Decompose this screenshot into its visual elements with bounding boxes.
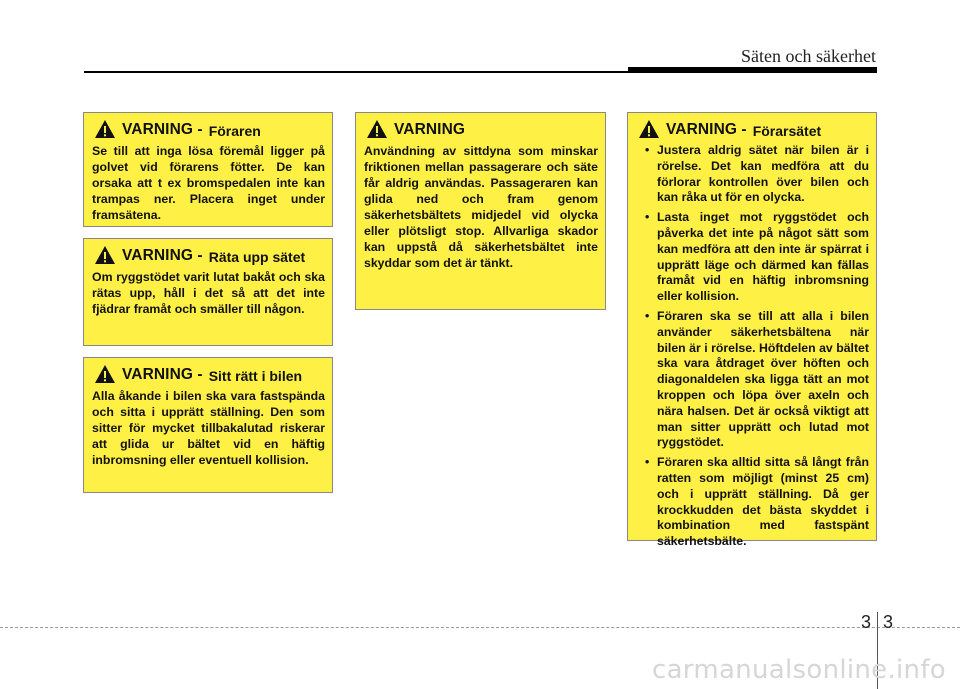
list-item: • Föraren ska alltid sitta så långt från ratten som möjligt (minst 25 cm) och i upprätt ställning. Då ger krockkudden det bästa skyddet i kombination med fastspänt säkerhetsbälte.	[636, 455, 869, 550]
warning-box-sit-right	[83, 357, 333, 493]
warning-text: Se till att inga lösa föremål ligger på golvet vid förarens fötter. De kan orsaka att t ex bromspedalen inte kan trampas ner. Placera inget under framsätena.	[92, 144, 325, 222]
warning-triangle-icon	[366, 119, 388, 139]
warning-heading	[92, 364, 325, 384]
warning-triangle-icon	[94, 364, 116, 384]
warning-title: VARNING -	[666, 121, 747, 138]
section-title: Säten och säkerhet	[741, 46, 876, 66]
warning-heading	[364, 119, 598, 139]
warning-heading	[92, 119, 325, 139]
footer-rule	[0, 627, 960, 628]
warning-list	[636, 143, 869, 550]
list-item: • Lasta inget mot ryggstödet och påverka det inte på något sätt som kan medföra att den inte är spärrat i upprätt läge och därmed kan fällas framåt vid en häftig inbromsning eller kollision.	[636, 210, 869, 305]
header-rule-accent	[628, 67, 877, 73]
warning-subtitle: Förarsätet	[752, 123, 822, 139]
warning-title: VARNING -	[122, 121, 203, 138]
warning-box-cushion	[355, 112, 606, 310]
warning-text: Användning av sittdyna som minskar friktionen mellan passagerare och säte får aldrig användas. Passageraren kan glida ned och fram genom säkerhetsbältets midjedel vid olycka eller plötsligt stop. Allvarliga skador kan uppstå då säkerhetsbältet inte skyddar som det är tänkt.	[364, 144, 598, 270]
page-number: 3	[883, 612, 894, 632]
warning-title: VARNING -	[122, 366, 203, 383]
header-rule	[84, 71, 630, 73]
warning-title: VARNING -	[122, 247, 203, 264]
warning-text: Alla åkande i bilen ska vara fastspända och sitta i upprätt ställning. Den som sitter för mycket tillbakalutad riskerar att glida ur bältet vid en häftig inbromsning eller eventuell kollision.	[92, 389, 325, 467]
warning-heading	[92, 245, 325, 265]
warning-box-driver-seat	[627, 112, 877, 549]
warning-subtitle: Sitt rätt i bilen	[208, 368, 303, 384]
list-item: • Justera aldrig sätet när bilen är i rörelse. Det kan medföra att du förlorar kontrollen över bilen och kan råka ut för en olycka.	[636, 143, 869, 206]
warning-triangle-icon	[94, 119, 116, 139]
warning-box-driver	[83, 112, 333, 227]
warning-box-upright	[83, 238, 333, 346]
list-item: • Föraren ska se till att alla i bilen använder säkerhetsbältena när bilen är i rörelse. Höftdelen av bältet ska vara åtdraget över höften och diagonaldelen ska ligga tätt an mot kroppen och löpa över axeln och nära halsen. Det är också viktigt att man sitter upprätt och lutad mot ryggstödet.	[636, 309, 869, 451]
warning-heading	[636, 119, 869, 139]
warning-subtitle: Föraren	[208, 123, 261, 139]
warning-triangle-icon	[94, 245, 116, 265]
warning-subtitle: Räta upp sätet	[208, 249, 306, 265]
warning-text: Om ryggstödet varit lutat bakåt och ska rätas upp, håll i det så att det inte fjädrar framåt och smäller till någon.	[92, 270, 325, 316]
warning-title: VARNING	[394, 121, 466, 138]
watermark: carmanualsonline.info	[651, 655, 946, 685]
chapter-number: 3	[861, 612, 872, 632]
warning-triangle-icon	[638, 119, 660, 139]
